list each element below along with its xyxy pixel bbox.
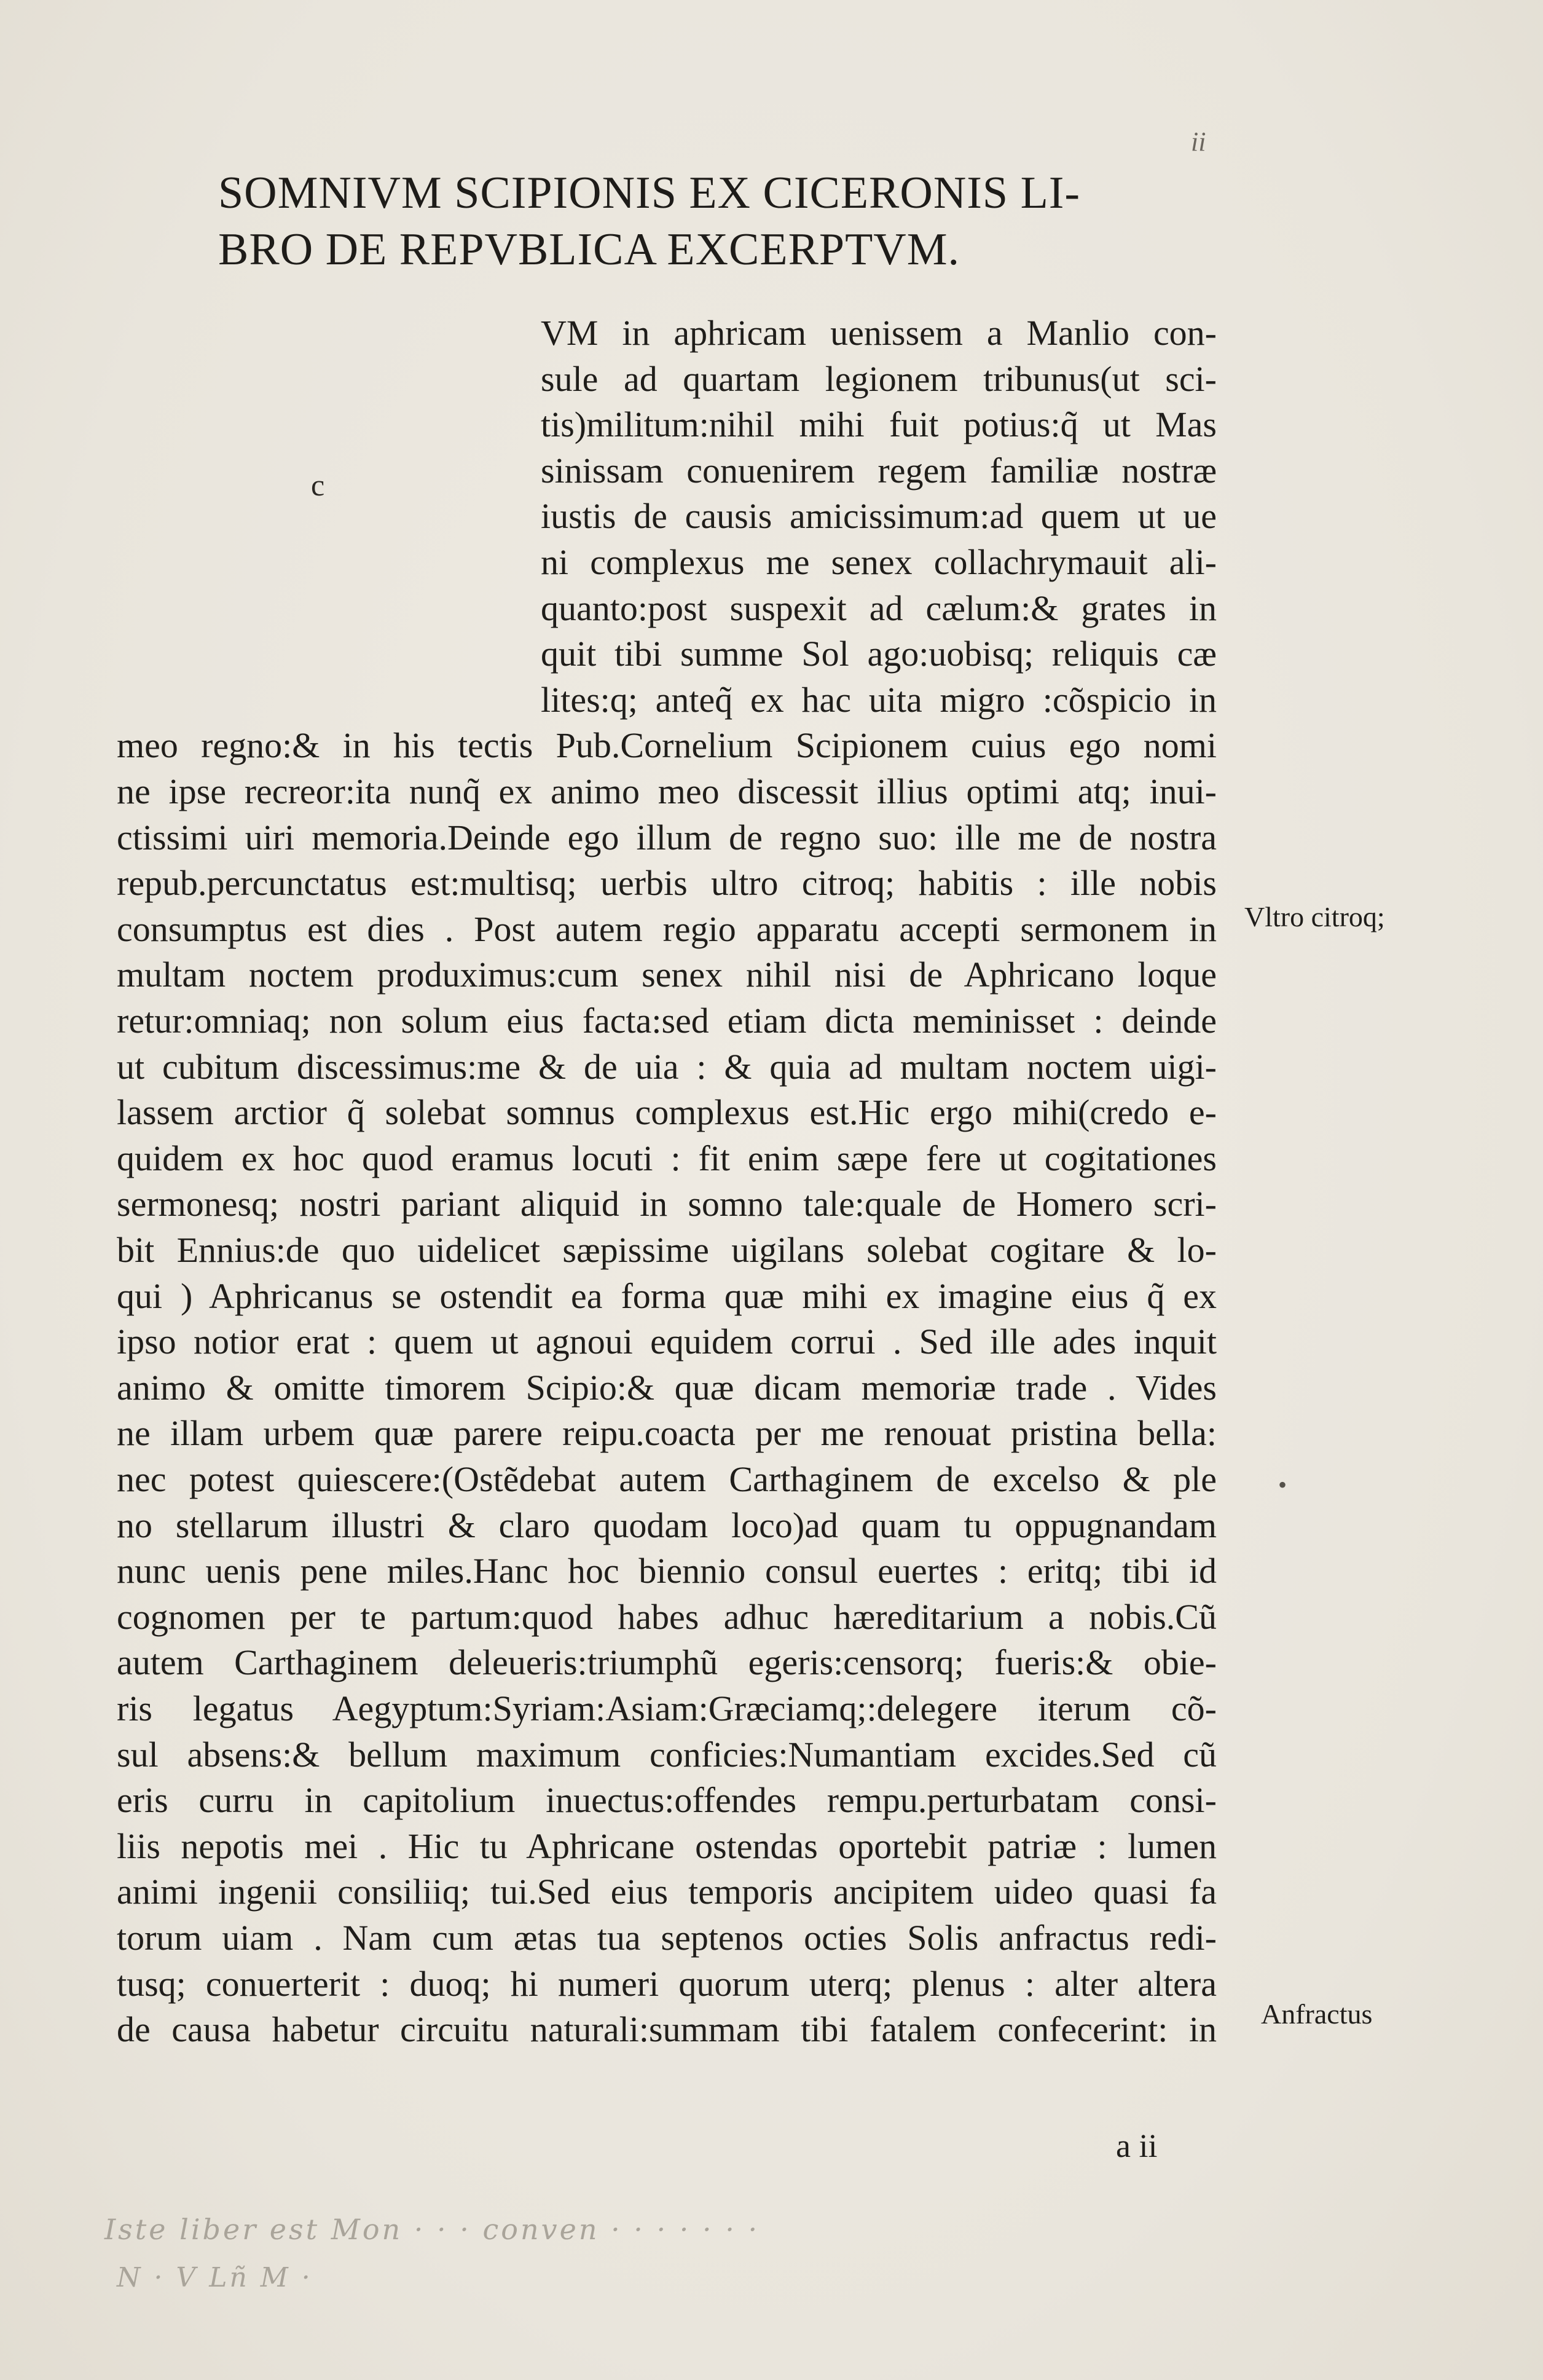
title-line-2: BRO DE REPVBLICA EXCERPTVM. (218, 224, 960, 275)
text-line: torum uiam . Nam cum ætas tua septenos octies Solis anfractus redi- (117, 1918, 1217, 1958)
margin-note-anfractus: Anfractus (1261, 1998, 1373, 2030)
text-line: multam noctem produximus:cum senex nihil nisi de Aphricano loque (117, 955, 1217, 995)
text-line: ne illam urbem quæ parere reipu.coacta per me renouat pristina bella: (117, 1413, 1217, 1454)
drop-cap-guide-letter: c (311, 468, 325, 502)
text-line: eris curru in capitolium inuectus:offendes rempu.perturbatam consi- (117, 1780, 1217, 1821)
chapter-title (218, 165, 1263, 278)
text-line: bit Ennius:de quo uidelicet sæpissime uigilans solebat cogitare & lo- (117, 1230, 1217, 1270)
text-line: ipso notior erat : quem ut agnoui equidem corrui . Sed ille ades inquit (117, 1322, 1217, 1362)
text-line: ut cubitum discessimus:me & de uia : & quia ad multam noctem uigi- (117, 1046, 1217, 1087)
text-line: qui ) Aphricanus se ostendit ea forma quæ mihi ex imagine eius q̃ ex (117, 1275, 1217, 1316)
text-line: iustis de causis amicissimum:ad quem ut ue (541, 496, 1217, 537)
text-line: lassem arctior q̃ solebat somnus complexus est.Hic ergo mihi(credo e- (117, 1092, 1217, 1133)
text-line: tis)militum:nihil mihi fuit potius:q̃ ut Mas (541, 404, 1217, 445)
text-line: meo regno:& in his tectis Pub.Cornelium Scipionem cuius ego nomi (117, 725, 1217, 766)
text-line: sule ad quartam legionem tribunus(ut sci- (541, 358, 1217, 399)
text-line: lites:q; anteq̃ ex hac uita migro :cõspicio in (541, 679, 1217, 720)
ownership-inscription-line-1: Iste liber est Mon · · · conven · · · · · · · (104, 2213, 760, 2246)
text-line: VM in aphricam uenissem a Manlio con- (541, 313, 1217, 353)
text-line: ne ipse recreor:ita nunq̃ ex animo meo discessit illius optimi atq; inui- (117, 771, 1217, 811)
signature-mark: a ii (1116, 2127, 1158, 2164)
text-line: nec potest quiescere:(Ostẽdebat autem Carthaginem de excelso & ple (117, 1459, 1217, 1499)
text-line: ris legatus Aegyptum:Syriam:Asiam:Græciamq;:delegere iterum cõ- (117, 1688, 1217, 1728)
text-line: ni complexus me senex collachrymauit ali- (541, 542, 1217, 582)
text-line: animo & omitte timorem Scipio:& quæ dicam memoriæ trade . Vides (117, 1367, 1217, 1408)
text-line: retur:omniaq; non solum eius facta:sed etiam dicta meminisset : deinde (117, 1001, 1217, 1041)
text-line: nunc uenis pene miles.Hanc hoc biennio consul euertes : eritq; tibi id (117, 1551, 1217, 1591)
text-line: quidem ex hoc quod eramus locuti : fit enim sæpe fere ut cogitationes (117, 1138, 1217, 1178)
text-line: repub.percunctatus est:multisq; uerbis ultro citroq; habitis : ille nobis (117, 863, 1217, 904)
text-line: cognomen per te partum:quod habes adhuc hæreditarium a nobis.Cũ (117, 1596, 1217, 1637)
text-line: no stellarum illustri & claro quodam loco)ad quam tu oppugnandam (117, 1505, 1217, 1545)
text-line: liis nepotis mei . Hic tu Aphricane ostendas oportebit patriæ : lumen (117, 1826, 1217, 1866)
text-line: autem Carthaginem deleueris:triumphũ egeris:censorq; fueris:& obie- (117, 1642, 1217, 1683)
title-line-1: SOMNIVM SCIPIONIS EX CICERONIS LI- (218, 168, 1081, 218)
text-line: animi ingenii consiliiq; tui.Sed eius temporis ancipitem uideo quasi fa (117, 1872, 1217, 1912)
text-line: consumptus est dies . Post autem regio apparatu accepti sermonem in (117, 908, 1217, 949)
margin-mark: • (1278, 1471, 1287, 1499)
text-line: quit tibi summe Sol ago:uobisq; reliquis cæ (541, 634, 1217, 674)
text-line: quanto:post suspexit ad cælum:& grates in (541, 588, 1217, 628)
text-line: ctissimi uiri memoria.Deinde ego illum de regno suo: ille me de nostra (117, 817, 1217, 857)
ownership-inscription-line-2: N · V Lñ M · (117, 2262, 313, 2293)
text-line: sermonesq; nostri pariant aliquid in somno tale:quale de Homero scri- (117, 1184, 1217, 1224)
text-line: sinissam conuenirem regem familiæ nostræ (541, 450, 1217, 491)
text-line: tusq; conuerterit : duoq; hi numeri quorum uterq; plenus : alter altera (117, 1963, 1217, 2004)
text-line: de causa habetur circuitu naturali:summam tibi fatalem confecerint: in (117, 2009, 1217, 2050)
text-line: sul absens:& bellum maximum conficies:Numantiam excides.Sed cũ (117, 1734, 1217, 1775)
margin-note-ultro-citroque: Vltro citroq; (1244, 901, 1385, 932)
folio-number: ii (1191, 127, 1206, 157)
